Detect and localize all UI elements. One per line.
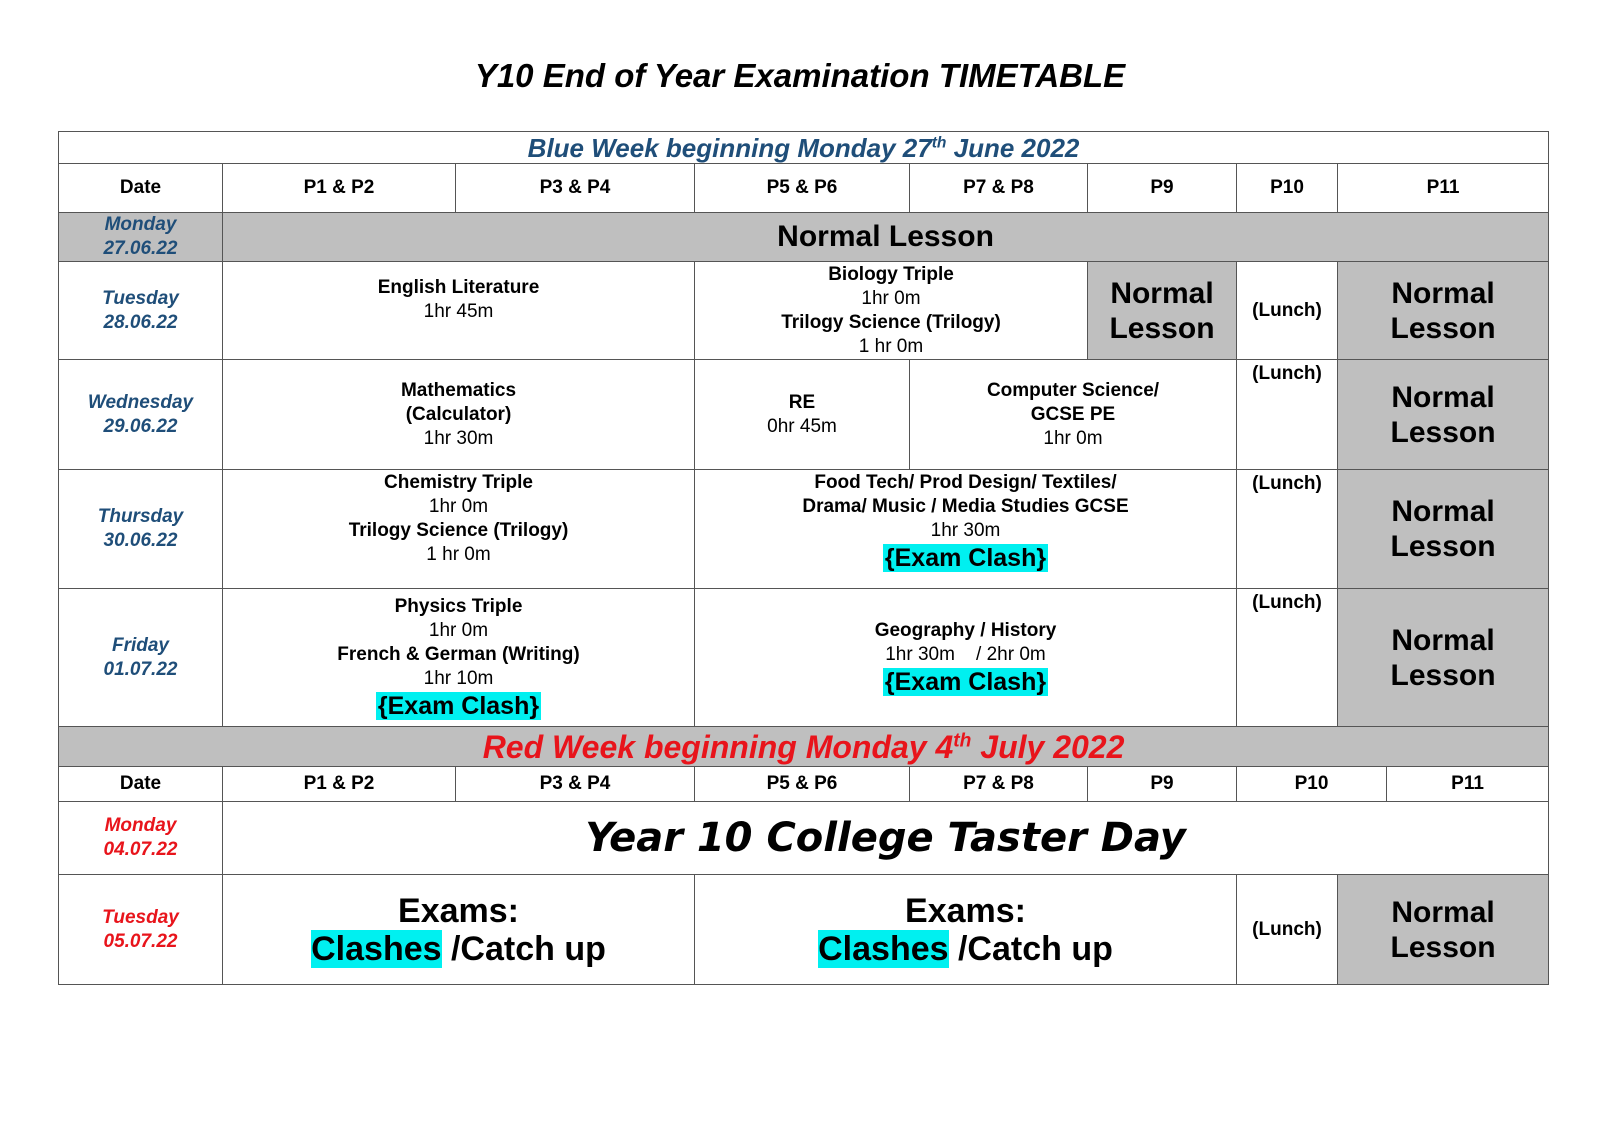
header-p3-p4: P3 & P4: [456, 767, 695, 802]
exams-catch-up: Exams: Clashes /Catch up: [695, 875, 1237, 985]
timetable: [58, 131, 1549, 985]
exam-geography-history: Geography / History 1hr 30m / 2hr 0m {Exam Clash}: [695, 589, 1237, 727]
exam-food-tech-group: Food Tech/ Prod Design/ Textiles/ Drama/ Music / Media Studies GCSE 1hr 30m {Exam Clash}: [695, 470, 1237, 589]
day-cell: Monday 27.06.22: [59, 213, 223, 262]
header-p9: P9: [1088, 164, 1237, 213]
row-wednesday-29: [59, 360, 1549, 470]
header-p5-p6: P5 & P6: [695, 767, 910, 802]
normal-lesson-cell: Normal Lesson: [1338, 262, 1549, 360]
blue-week-banner: Blue Week beginning Monday 27th June 2022: [59, 132, 1549, 164]
red-week-banner: Red Week beginning Monday 4th July 2022: [59, 727, 1549, 767]
normal-lesson-cell: Normal Lesson: [1338, 360, 1549, 470]
row-monday-27: [59, 213, 1549, 262]
header-p10: P10: [1237, 767, 1387, 802]
row-friday-01: [59, 589, 1549, 727]
normal-lesson-cell: Normal Lesson: [1088, 262, 1237, 360]
header-p11: P11: [1338, 164, 1549, 213]
day-cell: Wednesday 29.06.22: [59, 360, 223, 470]
college-taster-day: Year 10 College Taster Day: [223, 802, 1549, 875]
day-cell: Thursday 30.06.22: [59, 470, 223, 589]
exam-clash-badge: {Exam Clash}: [884, 667, 1047, 696]
header-p11: P11: [1387, 767, 1549, 802]
header-p1-p2: P1 & P2: [223, 767, 456, 802]
day-cell: Monday 04.07.22: [59, 802, 223, 875]
normal-lesson-banner: Normal Lesson: [223, 213, 1549, 262]
exam-physics: Physics Triple 1hr 0m French & German (Writing) 1hr 10m {Exam Clash}: [223, 589, 695, 727]
header-p10: P10: [1237, 164, 1338, 213]
day-cell: Tuesday 28.06.22: [59, 262, 223, 360]
header-p7-p8: P7 & P8: [910, 767, 1088, 802]
row-tuesday-05: [59, 875, 1549, 985]
row-thursday-30: [59, 470, 1549, 589]
day-cell: Friday 01.07.22: [59, 589, 223, 727]
day-cell: Tuesday 05.07.22: [59, 875, 223, 985]
header-date: Date: [59, 767, 223, 802]
lunch-cell: (Lunch): [1237, 360, 1338, 470]
normal-lesson-cell: Normal Lesson: [1338, 589, 1549, 727]
exam-biology: Biology Triple 1hr 0m Trilogy Science (Trilogy) 1 hr 0m: [695, 262, 1088, 360]
normal-lesson-cell: Normal Lesson: [1338, 470, 1549, 589]
exam-re: RE 0hr 45m: [695, 360, 910, 470]
header-row: [59, 767, 1549, 802]
header-p3-p4: P3 & P4: [456, 164, 695, 213]
exam-mathematics: Mathematics (Calculator) 1hr 30m: [223, 360, 695, 470]
exam-computer-science: Computer Science/ GCSE PE 1hr 0m: [910, 360, 1237, 470]
row-monday-04: [59, 802, 1549, 875]
exam-clash-badge: {Exam Clash}: [377, 691, 540, 720]
normal-lesson-cell: Normal Lesson: [1338, 875, 1549, 985]
exam-clash-badge: {Exam Clash}: [884, 544, 1047, 572]
exam-english-literature: English Literature 1hr 45m: [223, 262, 695, 360]
lunch-cell: (Lunch): [1237, 470, 1338, 589]
lunch-cell: (Lunch): [1237, 262, 1338, 360]
header-row: [59, 164, 1549, 213]
header-p1-p2: P1 & P2: [223, 164, 456, 213]
header-p9: P9: [1088, 767, 1237, 802]
exam-chemistry: Chemistry Triple 1hr 0m Trilogy Science (Trilogy) 1 hr 0m: [223, 470, 695, 589]
lunch-cell: (Lunch): [1237, 875, 1338, 985]
header-p5-p6: P5 & P6: [695, 164, 910, 213]
row-tuesday-28: [59, 262, 1549, 360]
page-title: Y10 End of Year Examination TIMETABLE: [474, 57, 1126, 94]
exams-catch-up: Exams: Clashes /Catch up: [223, 875, 695, 985]
lunch-cell: (Lunch): [1237, 589, 1338, 727]
header-p7-p8: P7 & P8: [910, 164, 1088, 213]
header-date: Date: [59, 164, 223, 213]
